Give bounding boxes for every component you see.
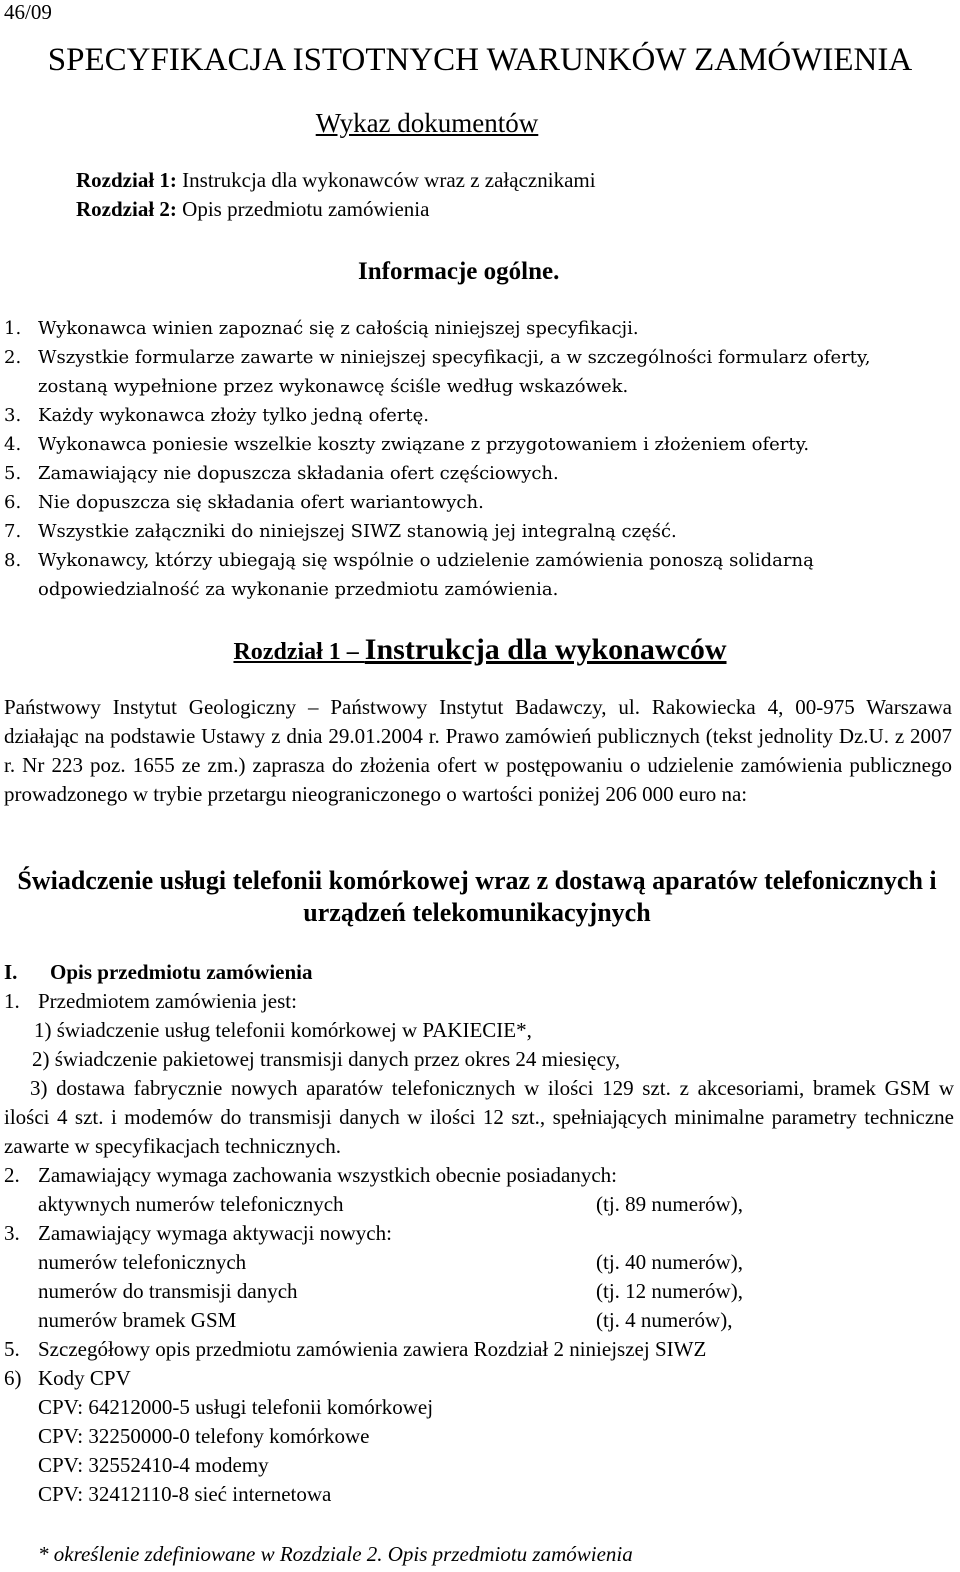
number-row-value: (tj. 4 numerów), (596, 1308, 733, 1332)
list-item (4, 517, 934, 546)
point-1 (4, 987, 954, 1016)
chapter-text: Opis przedmiotu zamówienia (176, 197, 430, 221)
list-item-number: 1. (4, 318, 22, 339)
list-item (4, 459, 934, 488)
list-item (4, 401, 934, 430)
list-item-number: 2. (4, 347, 22, 368)
number-row-value: (tj. 89 numerów), (596, 1192, 743, 1216)
number-row-label: numerów bramek GSM (38, 1308, 237, 1332)
intro-paragraph: Państwowy Instytut Geologiczny – Państwowy Instytut Badawczy, ul. Rakowiecka 4, 00-975 Warszawa działając na podstawie Ustawy z dnia 29.01.2004 r. Prawo zamówień publicznych (tekst jednolity Dz.U. z 2007 r. Nr 223 poz. 1655 ze zm.) zaprasza do złożenia ofert w postępowaniu o udzielenie zamówienia publicznego prowadzonego w trybie przetargu nieograniczonego o wartości poniżej 206 000 euro na: (4, 695, 952, 806)
list-item-text: Wykonawca poniesie wszelkie koszty związane z przygotowaniem i złożeniem oferty. (38, 434, 810, 455)
page-title: SPECYFIKACJA ISTOTNYCH WARUNKÓW ZAMÓWIENIA (47, 42, 913, 78)
chapter1-title (0, 630, 960, 672)
list-item-text: Nie dopuszcza się składania ofert wariantowych. (38, 492, 484, 513)
chapter1-title-main: Instrukcja dla wykonawców (364, 633, 727, 666)
chapter1-title-prefix: Rozdział 1 – (233, 639, 365, 665)
list-item-number: 7. (4, 521, 22, 542)
list-item-number: 8. (4, 550, 22, 571)
number-row (4, 1277, 954, 1306)
list-item-number: 3. (4, 405, 22, 426)
number-row-value: (tj. 12 numerów), (596, 1279, 743, 1303)
list-item-number: 6. (4, 492, 22, 513)
point-text: Kody CPV (38, 1366, 131, 1390)
section-heading (4, 958, 954, 987)
number-row-label: numerów do transmisji danych (38, 1279, 298, 1303)
cpv-code: CPV: 32250000-0 telefony komórkowe (38, 1424, 370, 1448)
list-item (4, 488, 934, 517)
sub-item: 1) świadczenie usług telefonii komórkowej w PAKIECIE*, (34, 1018, 532, 1042)
sub-item: 2) świadczenie pakietowej transmisji danych przez okres 24 miesięcy, (32, 1047, 621, 1071)
list-item-text: Wszystkie załączniki do niniejszej SIWZ stanowią jej integralną część. (38, 521, 677, 542)
section-1 (4, 958, 954, 1509)
point-text: Zamawiający wymaga zachowania wszystkich obecnie posiadanych: (38, 1163, 618, 1187)
list-item-text: Każdy wykonawca złoży tylko jedną ofertę. (38, 405, 429, 426)
section-number: I. (4, 960, 18, 984)
doc-number: 46/09 (4, 0, 52, 24)
cpv-code: CPV: 32552410-4 modemy (38, 1453, 269, 1477)
point-5 (4, 1335, 954, 1364)
chapter-list-item (76, 195, 596, 224)
general-info-list (4, 314, 934, 604)
point-number: 3. (4, 1221, 20, 1245)
number-row-label: aktywnych numerów telefonicznych (38, 1192, 344, 1216)
footnote: * określenie zdefiniowane w Rozdziale 2. Opis przedmiotu zamówienia (38, 1542, 633, 1566)
list-item-text: Wykonawca winien zapoznać się z całością niniejszej specyfikacji. (38, 318, 639, 339)
point-3 (4, 1219, 954, 1248)
cpv-code: CPV: 32412110-8 sieć internetowa (38, 1482, 332, 1506)
list-item-text: Wszystkie formularze zawarte w niniejszej specyfikacji, a w szczególności formularz oferty, zostaną wypełnione przez wykonawcę ściśle według wskazówek. (38, 347, 871, 397)
list-item-number: 4. (4, 434, 22, 455)
list-item (4, 430, 934, 459)
list-item (4, 343, 934, 401)
sub-item: 3) dostawa fabrycznie nowych aparatów telefonicznych w ilości 129 szt. z akcesoriami, bramek GSM w ilości 4 szt. i modemów do transmisji danych w ilości 12 szt., spełniających minimalne parametry techniczne zawarte w specyfikacjach technicznych. (4, 1076, 954, 1158)
point-2 (4, 1161, 954, 1190)
point-number: 5. (4, 1337, 20, 1361)
point-number: 1. (4, 989, 20, 1013)
point-number: 6) (4, 1366, 22, 1390)
document-list-title: Wykaz dokumentów (315, 108, 539, 138)
general-info-title: Informacje ogólne. (358, 258, 560, 285)
chapter-label: Rozdział 2: (76, 197, 177, 221)
list-item-number: 5. (4, 463, 22, 484)
chapter-list (76, 166, 596, 224)
service-title: Świadczenie usługi telefonii komórkowej wraz z dostawą aparatów telefonicznych i urządzeń telekomunikacyjnych (17, 866, 937, 927)
point-number: 2. (4, 1163, 20, 1187)
point-text: Zamawiający wymaga aktywacji nowych: (38, 1221, 392, 1245)
list-item (4, 314, 934, 343)
point-6 (4, 1364, 954, 1393)
number-row (4, 1306, 954, 1335)
point-text: Szczegółowy opis przedmiotu zamówienia zawiera Rozdział 2 niniejszej SIWZ (38, 1337, 707, 1361)
section-title: Opis przedmiotu zamówienia (50, 960, 313, 984)
number-row-value: (tj. 40 numerów), (596, 1250, 743, 1274)
point-text: Przedmiotem zamówienia jest: (38, 989, 297, 1013)
cpv-code: CPV: 64212000-5 usługi telefonii komórkowej (38, 1395, 434, 1419)
number-row (4, 1248, 954, 1277)
chapter-label: Rozdział 1: (76, 168, 177, 192)
list-item (4, 546, 934, 604)
list-item-text: Wykonawcy, którzy ubiegają się wspólnie o udzielenie zamówienia ponoszą solidarną odpowiedzialność za wykonanie przedmiotu zamówienia. (38, 550, 814, 600)
number-row (4, 1190, 954, 1219)
chapter-text: Instrukcja dla wykonawców wraz z załącznikami (176, 168, 596, 192)
number-row-label: numerów telefonicznych (38, 1250, 247, 1274)
chapter-list-item (76, 166, 596, 195)
list-item-text: Zamawiający nie dopuszcza składania ofert częściowych. (38, 463, 559, 484)
